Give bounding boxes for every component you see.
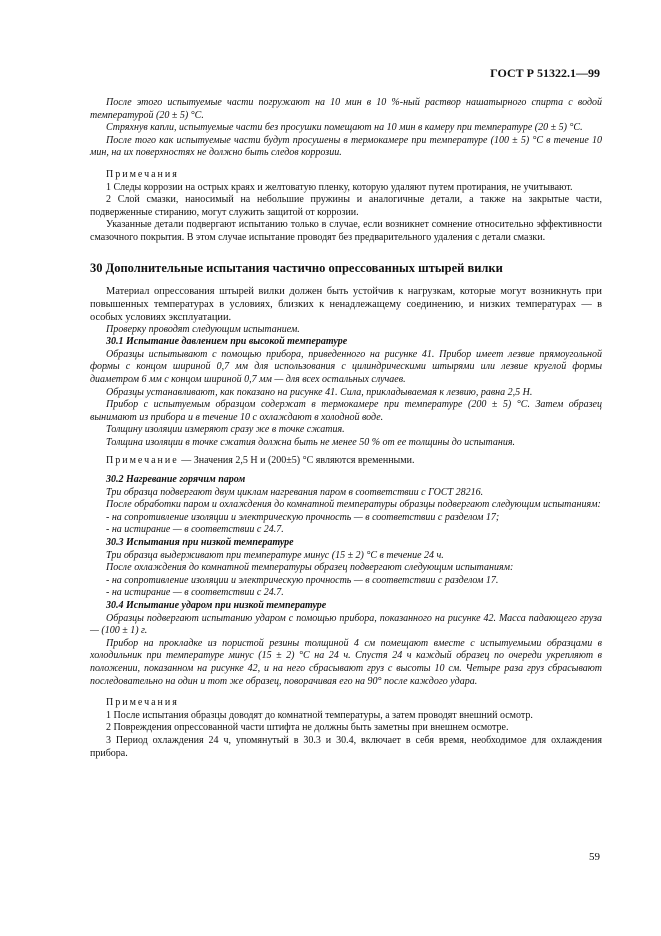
note-item: 1 После испытания образцы доводят до комнатной температуры, а затем проводят внешний осмотр.	[106, 709, 533, 721]
note-line	[90, 455, 602, 468]
subsection-paragraph: Толщину изоляции измеряют сразу же в точке сжатия.	[106, 424, 345, 436]
notes-heading: Примечания	[106, 168, 179, 180]
note-text: — Значения 2,5 Н и (200±5) °С являются временными.	[181, 455, 415, 467]
note-item: 2 Слой смазки, наносимый на небольшие пружины и аналогичные детали, а также на закрытые части, подверженные стиранию, могут служить защитой от коррозии.	[90, 194, 602, 218]
intro-paragraph: Стряхнув капли, испытуемые части без просушки помещают на 10 мин в камеру при температуре (20 ± 5) °С.	[106, 122, 583, 134]
note-item: 2 Повреждения опрессованной части штифта не должны быть заметны при внешнем осмотре.	[106, 722, 509, 734]
subsection-30-1-title: 30.1 Испытание давлением при высокой температуре	[106, 336, 348, 348]
list-item: - на истирание — в соответствии с 24.7.	[106, 587, 284, 599]
subsection-paragraph: Прибор с испытуемым образцом содержат в термокамере при температуре (200 ± 5) °С. Затем образец вынимают из прибора и в течение 10 с охлаждают в холодной воде.	[90, 399, 602, 423]
subsection-paragraph: Образцы испытывают с помощью прибора, приведенного на рисунке 41. Прибор имеет лезвие прямоугольной формы с концом шириной 0,7 мм для использования с цилиндрическими штырями или лезвие круглой формы диаметром 6 мм с концом шириной 0,7 мм — для всех остальных случаев.	[90, 348, 602, 385]
list-item: - на сопротивление изоляции и электрическую прочность — в соответствии с разделом 17;	[106, 511, 500, 523]
section-30-paragraph: Проверку проводят следующим испытанием.	[106, 323, 300, 335]
subsection-paragraph: Образцы устанавливают, как показано на рисунке 41. Сила, прикладываемая к лезвию, равна 2,5 Н.	[106, 386, 533, 398]
intro-paragraph: После того как испытуемые части будут просушены в термокамере при температуре (100 ± 5) °С в течение 10 мин, на их поверхностях не должно быть следов коррозии.	[90, 134, 602, 159]
subsection-30-3-title: 30.3 Испытания при низкой температуре	[106, 537, 294, 549]
page-number: 59	[589, 851, 600, 863]
note-item: 3 Период охлаждения 24 ч, упомянутый в 30.3 и 30.4, включает в себя время, необходимое для охлаждения прибора.	[90, 734, 602, 759]
section-30-title: 30 Дополнительные испытания частично опрессованных штырей вилки	[90, 260, 503, 275]
subsection-paragraph: Образцы подвергают испытанию ударом с помощью прибора, показанного на рисунке 42. Масса падающего груза — (100 ± 1) г.	[90, 612, 602, 637]
subsection-paragraph: Толщина изоляции в точке сжатия должна быть не менее 50 % от ее толщины до испытания.	[106, 436, 515, 448]
notes-heading: Примечания	[106, 697, 179, 709]
note-label: Примечание	[106, 455, 179, 467]
note-item: Указанные детали подвергают испытанию только в случае, если возникнет сомнение относительно эффективности смазочного покрытия. В этом случае испытание проводят без предварительного удаления с детали смазки.	[90, 219, 602, 243]
subsection-30-2-title: 30.2 Нагревание горячим паром	[106, 474, 246, 486]
subsection-paragraph: Три образца выдерживают при температуре минус (15 ± 2) °С в течение 24 ч.	[106, 549, 444, 561]
note-item: 1 Следы коррозии на острых краях и желтоватую пленку, которую удаляют путем протирания, не учитывают.	[106, 181, 573, 193]
intro-paragraph: После этого испытуемые части погружают на 10 мин в 10 %-ный раствор нашатырного спирта с водой температурой (20 ± 5) °С.	[90, 97, 602, 121]
subsection-paragraph: После охлаждения до комнатной температуры образец подвергают следующим испытаниям:	[106, 562, 514, 574]
section-30-paragraph: Материал опрессования штырей вилки должен быть устойчив к нагрузкам, которые могут возникнуть при повышенных температурах в условиях, близких к ненадлежащему соединению, и низких температурах — в особых условиях эксплуатации.	[90, 285, 602, 323]
subsection-paragraph: После обработки паром и охлаждения до комнатной температуры образцы подвергают следующим испытаниям:	[106, 499, 601, 511]
list-item: - на сопротивление изоляции и электрическую прочность — в соответствии с разделом 17.	[106, 574, 499, 586]
list-item: - на истирание — в соответствии с 24.7.	[106, 524, 284, 536]
subsection-30-4-title: 30.4 Испытание ударом при низкой температуре	[106, 600, 327, 611]
doc-header-id: ГОСТ Р 51322.1—99	[490, 66, 600, 80]
subsection-paragraph: Три образца подвергают двум циклам нагревания паром в соответствии с ГОСТ 28216.	[106, 486, 484, 498]
page-content	[90, 97, 602, 760]
subsection-paragraph: Прибор на прокладке из пористой резины толщиной 4 см помещают вместе с испытуемыми образцами в холодильник при температуре минус (15 ± 2) °С на 24 ч. Спустя 24 ч каждый образец по очереди укрепляют в положении, показанном на рисунке 42, и на него сбрасывают груз с высоты 10 см. Четыре раза груз сбрасывают последовательно на один и тот же образец, поворачивая его на 90° после каждого удара.	[90, 637, 602, 687]
